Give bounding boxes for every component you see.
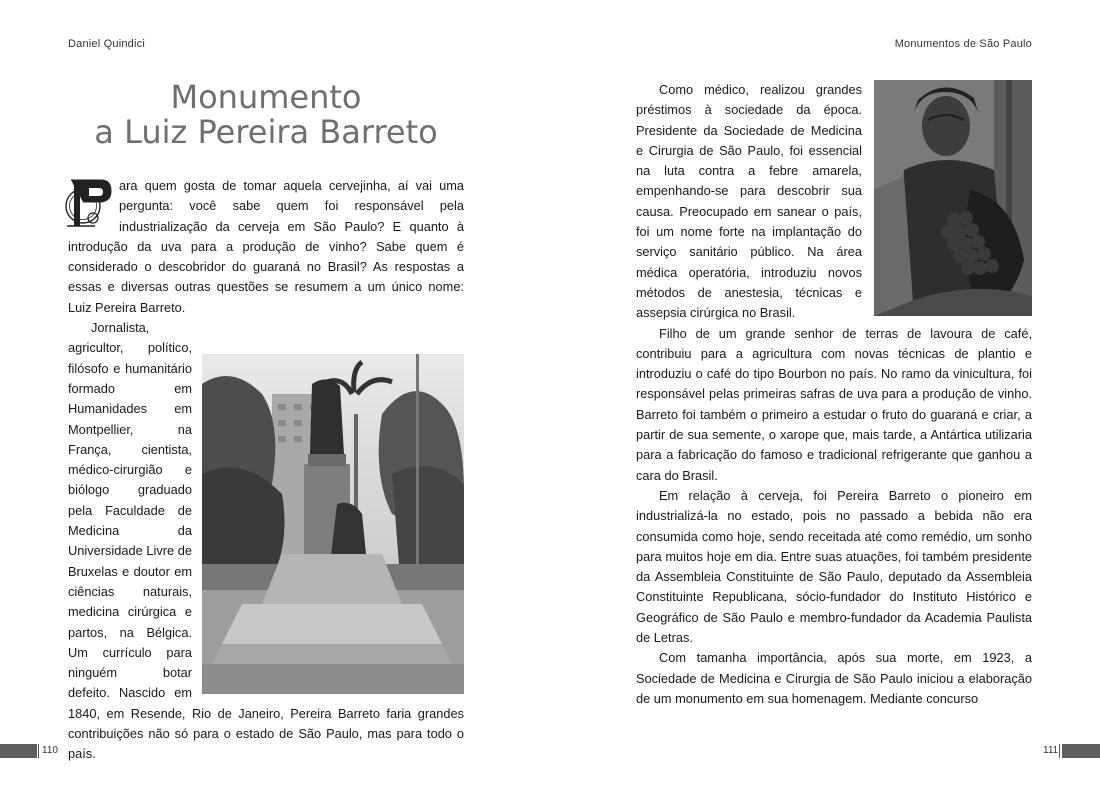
footer-bar-right: [1062, 744, 1100, 758]
running-head-book-title: Monumentos de São Paulo: [894, 38, 1032, 50]
page-number-left: 110: [42, 745, 58, 756]
footer-bar-left: [0, 744, 37, 758]
right-paragraph-3: Em relação à cerveja, foi Pereira Barreto o pioneiro em industrializá-la no estado, pois no passado a bebida não era consumida como hoje, sendo receitada até como remédio, um sonho para muitos hoje em dia. Entre suas atuações, foi também presidente da Assembleia Constituinte de São Paulo, deputado da Assembleia Constituinte Republicana, sócio-fundador do Instituto Histórico e Geográfico de São Paulo e membro-fundador da Academia Paulista de Letras.: [636, 487, 1032, 646]
left-paragraph-1-text: ara quem gosta de tomar aquela cervejinha, aí vai uma pergunta: você sabe quem foi responsável pela industrialização da cerveja em São Paulo? E quanto à introdução da uva para a produção de vinho? Sabe quem é considerado o descobridor do guaraná no Brasil? As respostas a essas e diversas outras questões se resumem a um único nome: Luiz Pereira Barreto.: [68, 178, 464, 315]
left-body-text: [68, 176, 464, 765]
page-number-right: 111: [1043, 745, 1059, 756]
chapter-title: [68, 80, 464, 150]
left-paragraph-2: [68, 318, 464, 765]
right-paragraph-2: Filho de um grande senhor de terras de lavoura de café, contribuiu para a agricultura com novas técnicas de plantio e introduziu o café do tipo Bourbon no país. No ramo da vinicultura, foi responsável pelas primeiras safras de uva para a produção de vinho. Barreto foi também o primeiro a estudar o fruto do guaraná e criar, a partir de sua semente, o xarope que, mais tarde, a Antártica utilizaria para a fabricação do famoso e tradicional refrigerante que ganhou a cara do Brasil.: [636, 325, 1032, 483]
running-head-author: Daniel Quindici: [68, 38, 145, 50]
right-paragraph-1: Como médico, realizou grandes préstimos à sociedade da época. Presidente da Sociedade de Medicina e Cirurgia de São Paulo, foi essencial na luta contra a febre amarela, empenhando-se para descobrir sua causa. Preocupado em sanear o país, foi um nome forte na implantação do serviço sanitário público. Na área médica operatória, introduziu novos métodos de anestesia, técnicas e assepsia cirúrgica no Brasil.: [636, 82, 862, 321]
statue-detail-photo: [874, 80, 1032, 316]
drop-cap-ornament: [65, 176, 113, 230]
chapter-title-line-2: a Luiz Pereira Barreto: [94, 113, 438, 151]
footer-separator-right: [1059, 744, 1060, 758]
left-paragraph-1: [68, 176, 464, 318]
monument-photo: [202, 354, 464, 694]
right-body-text: [636, 80, 1032, 709]
right-paragraph-4: Com tamanha importância, após sua morte, em 1923, a Sociedade de Medicina e Cirurgia de São Paulo iniciou a elaboração de um monumento em sua homenagem. Mediante concurso: [636, 650, 1032, 706]
footer-separator-left: [38, 744, 39, 758]
left-page: [68, 0, 464, 790]
chapter-title-line-1: Monumento: [170, 78, 362, 116]
left-paragraph-2-text: Jornalista, agricultor, político, filósofo e humanitário formado em Humanidades em Montpellier, na França, cientista, médico-cirurgião e biólogo graduado pela Faculdade de Medicina da Universidade Livre de Bruxelas e doutor em ciências naturais, medicina cirúrgica e partos, na Bélgica. Um currículo para ninguém botar defeito. Nascido em 1840, em Resende, Rio de Janeiro, Pereira Barreto faria grandes contribuições não só para o estado de São Paulo, mas para todo o país.: [68, 320, 464, 762]
right-page: [636, 0, 1032, 790]
